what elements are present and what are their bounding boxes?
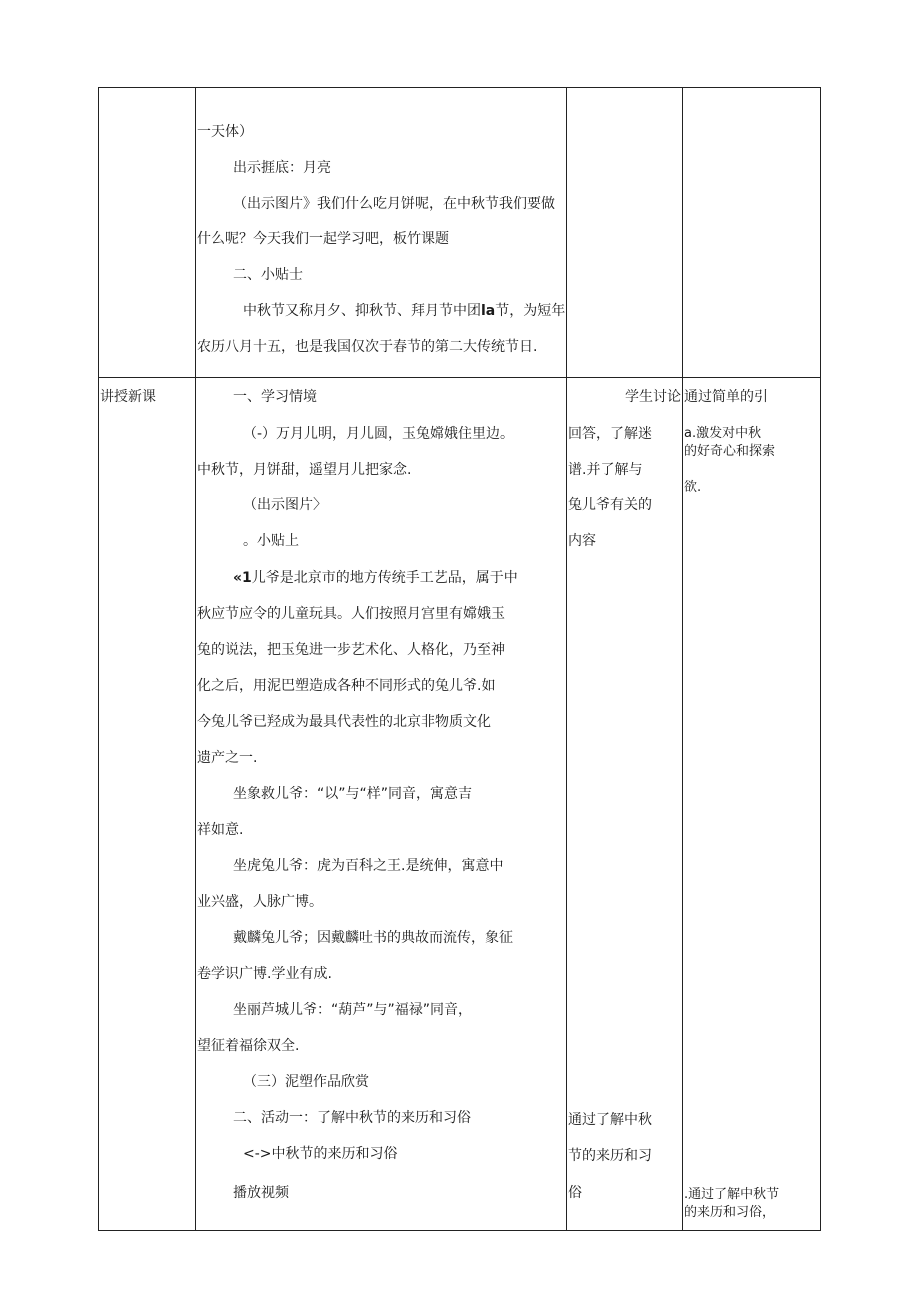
paragraph-line: 播放视频 bbox=[233, 1185, 289, 1201]
activity-line: 兔儿爷有关的 bbox=[568, 497, 652, 513]
paragraph-line: 什么呢？今天我们一起学习吧，板竹课题 bbox=[197, 231, 449, 247]
paragraph-line: 卷学识广博.学业有成. bbox=[197, 966, 332, 982]
paragraph-text: 中秋节又称月夕、抑秋节、拜月节中团 bbox=[243, 303, 481, 319]
paragraph-line: 化之后，用泥巴塑造成各种不同形式的兔儿爷.如 bbox=[197, 678, 496, 694]
paragraph-line: 中秋节，月饼甜，遥望月儿把家念. bbox=[197, 462, 412, 478]
section-heading: （三）泥塑作品欣赏 bbox=[243, 1074, 369, 1090]
purpose-line: 的好奇心和探索 bbox=[684, 444, 776, 459]
activity-line: 节的来历和习 bbox=[568, 1148, 652, 1164]
paragraph-text-bold: «1 bbox=[233, 570, 252, 586]
paragraph-text: 儿爷是北京市的地方传统手工艺品，属于中 bbox=[251, 570, 518, 586]
paragraph-line: 望征着福徐双全. bbox=[197, 1038, 300, 1054]
table-left-border bbox=[98, 87, 99, 1231]
paragraph-line bbox=[243, 302, 565, 320]
paragraph-line: 农历八月十五，也是我国仅次于春节的第二大传统节日. bbox=[197, 339, 538, 355]
paragraph-text: 节，为短年 bbox=[495, 303, 566, 319]
paragraph-line: 遗产之一. bbox=[197, 750, 258, 766]
paragraph-line: 坐象救儿爷：“以”与“样”同音，寓意吉 bbox=[233, 786, 473, 802]
paragraph-line: 坐虎兔儿爷：虎为百科之王.是统伸，寓意中 bbox=[233, 858, 504, 874]
paragraph-line: 戴麟兔儿爷；因戴麟吐书的典故而流传，象征 bbox=[233, 930, 513, 946]
activity-line: 通过了解中秋 bbox=[568, 1112, 652, 1128]
table-top-border bbox=[98, 87, 821, 88]
paragraph-line bbox=[233, 569, 518, 587]
table-bottom-border bbox=[98, 1230, 821, 1231]
paragraph-line: 一天体） bbox=[197, 124, 253, 140]
column-divider-2 bbox=[566, 87, 567, 1231]
paragraph-line: 兔的说法，把玉兔进一步艺术化、人格化，乃至神 bbox=[197, 642, 505, 658]
paragraph-line: 祥如意. bbox=[197, 822, 244, 838]
activity-line: 俗 bbox=[568, 1185, 582, 1201]
paragraph-line: 出示捱底：月亮 bbox=[233, 160, 331, 176]
paragraph-line: <->中秋节的来历和习俗 bbox=[243, 1146, 398, 1162]
table-right-border bbox=[820, 87, 821, 1231]
paragraph-line: 今兔儿爷已羟成为最具代表性的北京非物质文化 bbox=[197, 714, 491, 730]
purpose-line: 的来历和习俗， bbox=[684, 1205, 776, 1220]
row-divider bbox=[98, 377, 821, 378]
paragraph-line: （出示图片》我们什么吃月饼呢，在中秋节我们要做 bbox=[233, 196, 555, 212]
purpose-line: 通过简单的引 bbox=[684, 389, 768, 405]
purpose-line: 欲. bbox=[684, 480, 702, 495]
section-heading: 二、小贴士 bbox=[233, 267, 303, 283]
activity-line: 谱.并了解与 bbox=[568, 462, 643, 478]
paragraph-text-bold: la bbox=[481, 303, 496, 319]
row-label: 讲授新课 bbox=[100, 389, 156, 405]
paragraph-line: （-）万月儿明，月儿圆，玉兔嫦娥住里边。 bbox=[243, 426, 515, 442]
purpose-line: a.激发对中秋 bbox=[684, 426, 762, 441]
activity-line: 学生讨论 bbox=[625, 389, 681, 405]
section-heading: 。小贴上 bbox=[243, 533, 299, 549]
activity-line: 内容 bbox=[568, 533, 596, 549]
column-divider-1 bbox=[195, 87, 196, 1231]
activity-line: 回答，了解迷 bbox=[568, 426, 652, 442]
paragraph-line: （出示图片〉 bbox=[243, 497, 327, 513]
column-divider-3 bbox=[682, 87, 683, 1231]
paragraph-line: 坐丽芦城儿爷：“葫芦”与”福禄”同音， bbox=[233, 1002, 473, 1018]
section-heading: 二、活动一：了解中秋节的来历和习俗 bbox=[233, 1110, 471, 1126]
paragraph-line: 业兴盛，人脉广博。 bbox=[197, 894, 323, 910]
paragraph-line: 秋应节应令的儿童玩具。人们按照月宫里有嫦娥玉 bbox=[197, 606, 505, 622]
section-heading: 一、学习情境 bbox=[233, 389, 317, 405]
purpose-line: .通过了解中秋节 bbox=[684, 1187, 780, 1202]
